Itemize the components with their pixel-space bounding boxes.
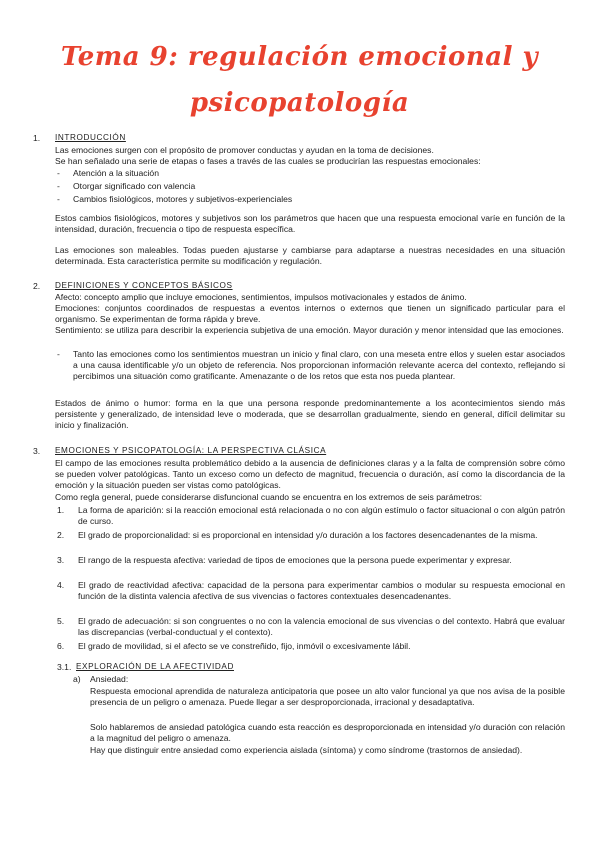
section-1-paragraph-2: Estos cambios fisiológicos, motores y subjetivos son los parámetros que hacen que una respuesta emocional varíe en función de la intensidad, duración, frecuencia o tipo de respuesta específica. (55, 213, 565, 234)
definition-afecto: Afecto: concepto amplio que incluye emociones, sentimientos, impulsos motivacionales y estados de ánimo. (55, 292, 467, 302)
section-2-number: 2. (33, 281, 41, 291)
list-item: El rango de la respuesta afectiva: variedad de tipos de emociones que la persona puede experimentar y expresar. (78, 555, 512, 565)
bullet-dash-icon: - (57, 168, 60, 178)
list-item-number: 6. (57, 641, 65, 651)
bullet-dash-icon: - (57, 349, 60, 359)
list-item-number: 2. (57, 530, 65, 540)
definition-emociones: Emociones: conjuntos coordinados de respuestas a eventos internos o externos que tienen un significado particular para el organismo. Se experimentan de forma rápida y breve. (55, 303, 565, 324)
sublist-label: a) (73, 674, 81, 684)
definition-sentimiento: Sentimiento: se utiliza para describir la experiencia subjetiva de una emoción. Mayor duración y menor intensidad que las emociones. (55, 325, 564, 335)
definition-estados-de-animo: Estados de ánimo o humor: forma en la que una persona responde predominantemente a los acontecimientos siendo más persistente y generalizado, de intensidad leve o moderada, que se desarrollan gradualmente, siendo en general, difícil delimitar su inicio y finalización. (55, 398, 565, 430)
bullet-dash-icon: - (57, 194, 60, 204)
ansiedad-paragraph-3: Hay que distinguir entre ansiedad como experiencia aislada (síntoma) y como síndrome (trastornos de ansiedad). (90, 745, 523, 755)
section-2-heading: DEFINICIONES Y CONCEPTOS BÁSICOS (55, 281, 233, 290)
list-item: Atención a la situación (73, 168, 159, 178)
section-1-heading: INTRODUCCIÓN (55, 133, 126, 142)
section-1-paragraph-3: Las emociones son maleables. Todas pueden ajustarse y cambiarse para adaptarse a nuestras necesidades en una situación determinada. Esta característica permite su modificación y regulación. (55, 245, 565, 266)
list-item: Cambios fisiológicos, motores y subjetivos-experienciales (73, 194, 293, 204)
sublist-title: Ansiedad: (90, 674, 129, 684)
bullet-dash-icon: - (57, 181, 60, 191)
ansiedad-paragraph-2: Solo hablaremos de ansiedad patológica cuando esta reacción es desproporcionada en intensidad y/o duración con relación a la magnitud del peligro o amenaza. (90, 722, 565, 743)
list-item: La forma de aparición: si la reacción emocional está relacionada o no con algún estímulo o factor situacional o con algún patrón de curso. (78, 505, 565, 526)
section-3-paragraph-2: Como regla general, puede considerarse disfuncional cuando se encuentra en los extremos de seis parámetros: (55, 492, 483, 502)
section-3-heading: EMOCIONES Y PSICOPATOLOGÍA: LA PERSPECTIVA CLÁSICA (55, 446, 327, 455)
section-3-paragraph-1: El campo de las emociones resulta problemático debido a la ausencia de definiciones claras y a la falta de comprensión sobre cómo se pueden volver patológicas. Tanto un exceso como un defecto de magnitud, frecuencia o duración, así como la discordancia de la emoción y la situación pueden ser vistas como patológicas. (55, 458, 565, 490)
list-item: El grado de adecuación: si son congruentes o no con la valencia emocional de sus vivencias o del contexto. Habrá que evaluar las discrepancias (verbal-conductual y el contexto). (78, 616, 565, 637)
subsection-number: 3.1. (57, 662, 72, 672)
list-item-number: 3. (57, 555, 65, 565)
list-item: Otorgar significado con valencia (73, 181, 196, 191)
document-title-line-2: psicopatología (189, 88, 410, 118)
section-2-bullet: Tanto las emociones como los sentimientos muestran un inicio y final claro, con una meseta entre ellos y suelen estar asociados a una causa identificable y/o un objeto de referencia. Nos proporcionan información relevante acerca del contexto, reflejando si percibimos una situación como gratificante. Amenazante o de los retos que esta nos pueda plantear. (73, 349, 565, 381)
list-item-number: 5. (57, 616, 65, 626)
section-3-number: 3. (33, 446, 41, 456)
list-item: El grado de movilidad, si el afecto se ve constreñido, fijo, inmóvil o excesivamente lábil. (78, 641, 411, 651)
list-item: El grado de proporcionalidad: si es proporcional en intensidad y/o duración a los factores desencadenantes de la misma. (78, 530, 538, 540)
section-1-paragraph-1a: Las emociones surgen con el propósito de promover conductas y ayudan en la toma de decisiones. (55, 145, 434, 155)
list-item: El grado de reactividad afectiva: capacidad de la persona para experimentar cambios o modular su respuesta emocional en función de la distinta valencia afectiva de sus vivencias o factores contextuales desencadenantes. (78, 580, 565, 601)
section-1-number: 1. (33, 133, 41, 143)
list-item-number: 4. (57, 580, 65, 590)
subsection-heading: EXPLORACIÓN DE LA AFECTIVIDAD (76, 662, 234, 671)
document-title-line-1: Tema 9: regulación emocional y (60, 42, 539, 72)
ansiedad-paragraph-1: Respuesta emocional aprendida de naturaleza anticipatoria que posee un alto valor funcional ya que nos avisa de la posible presencia de un peligro o amenaza. Puede llegar a ser desproporcionada, irracional y desadaptativa. (90, 686, 565, 707)
list-item-number: 1. (57, 505, 65, 515)
section-1-paragraph-1b: Se han señalado una serie de etapas o fases a través de las cuales se producirían las respuestas emocionales: (55, 156, 481, 166)
